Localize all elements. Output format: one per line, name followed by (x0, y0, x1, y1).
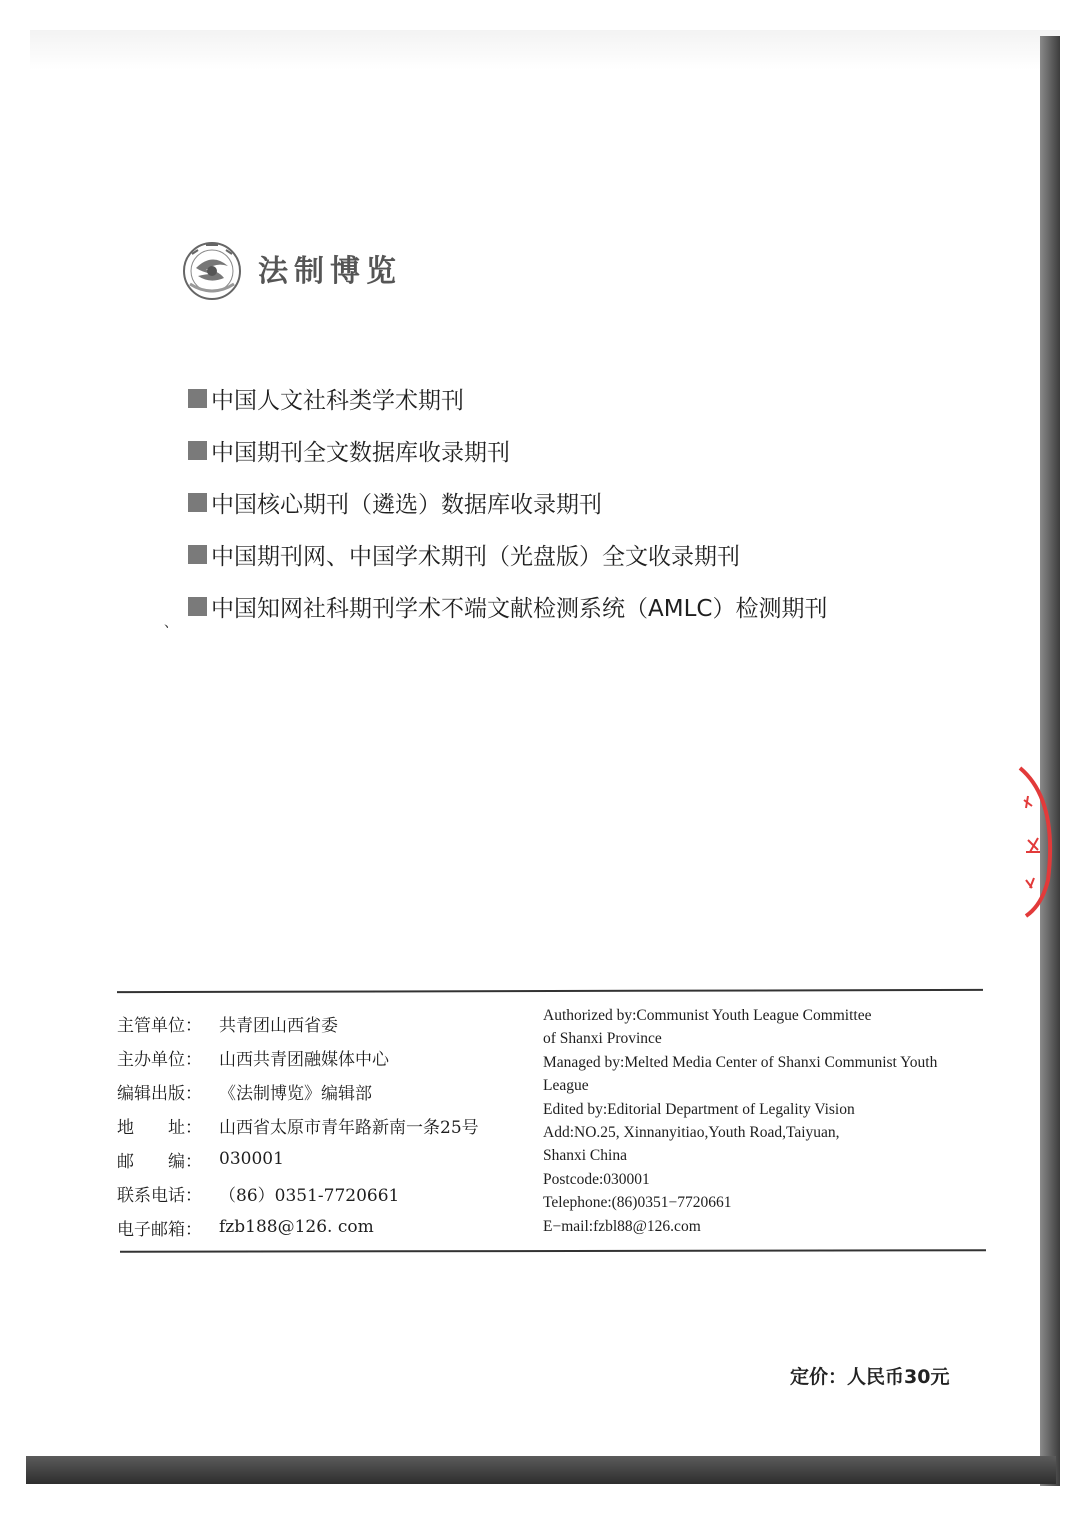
info-row (117, 1074, 542, 1108)
indexing-list (164, 372, 948, 632)
info-line: Managed by:Melted Media Center of Shanxi Communist Youth (543, 1053, 938, 1071)
info-line: E−mail:fzbl88@126.com (543, 1217, 701, 1235)
info-label: 联系电话： (117, 1185, 202, 1206)
list-item (188, 528, 948, 580)
journal-title: 法制博览 (258, 254, 402, 289)
price-label: 定价：人民币30元 (790, 1366, 950, 1388)
list-item-text: 中国人文社科类学术期刊 (211, 387, 464, 414)
scan-mark: 、 (164, 615, 178, 631)
list-item (188, 476, 948, 528)
official-seal-icon (1010, 760, 1070, 920)
info-row (117, 1108, 542, 1142)
info-row (117, 1040, 542, 1074)
info-line: Authorized by:Communist Youth League Committee (543, 1007, 872, 1024)
list-item (188, 372, 948, 424)
list-item-text: 中国核心期刊（遴选）数据库收录期刊 (211, 491, 602, 518)
bullet-square-icon (188, 597, 207, 616)
info-label: 主办单位： (117, 1049, 202, 1070)
info-line: League (543, 1077, 589, 1095)
info-label: 地 址： (117, 1117, 202, 1138)
info-label: 邮 编： (117, 1151, 202, 1172)
info-line: Telephone:(86)0351−7720661 (543, 1194, 732, 1212)
list-item-text: 中国知网社科期刊学术不端文献检测系统（AMLC）检测期刊 (211, 595, 828, 622)
info-value: 《法制博览》编辑部 (219, 1083, 372, 1104)
info-value: 共青团山西省委 (219, 1015, 338, 1036)
info-row (117, 1210, 542, 1244)
bullet-square-icon (188, 545, 207, 564)
info-line: Postcode:030001 (543, 1170, 650, 1188)
bullet-square-icon (188, 493, 207, 512)
info-label: 编辑出版： (117, 1083, 202, 1104)
info-line: of Shanxi Province (543, 1030, 662, 1048)
publication-info-cn (117, 1006, 542, 1244)
info-row (117, 1142, 542, 1176)
list-item-text: 中国期刊全文数据库收录期刊 (211, 439, 510, 466)
info-line: Edited by:Editorial Department of Legality Vision (543, 1100, 855, 1118)
info-value: fzb188@126. com (219, 1217, 374, 1237)
bullet-square-icon (188, 389, 207, 408)
info-value: 山西共青团融媒体中心 (219, 1049, 389, 1070)
list-item-text: 中国期刊网、中国学术期刊（光盘版）全文收录期刊 (211, 543, 740, 570)
bullet-square-icon (188, 441, 207, 460)
info-row (117, 1176, 542, 1210)
scan-edge-bottom (26, 1456, 1056, 1484)
info-label: 主管单位： (117, 1015, 202, 1036)
info-line: Add:NO.25, Xinnanyitiao,Youth Road,Taiyuan, (543, 1123, 840, 1141)
info-value: 山西省太原市青年路新南一条25号 (219, 1117, 479, 1138)
info-row (117, 1006, 542, 1040)
info-line: Shanxi China (543, 1147, 627, 1165)
info-value: （86）0351-7720661 (219, 1185, 400, 1206)
publication-info-en (543, 1004, 993, 1238)
info-label: 电子邮箱： (117, 1219, 202, 1240)
list-item (188, 424, 948, 476)
list-item (164, 580, 948, 632)
journal-logo-icon (176, 240, 248, 302)
info-value: 030001 (219, 1149, 284, 1169)
